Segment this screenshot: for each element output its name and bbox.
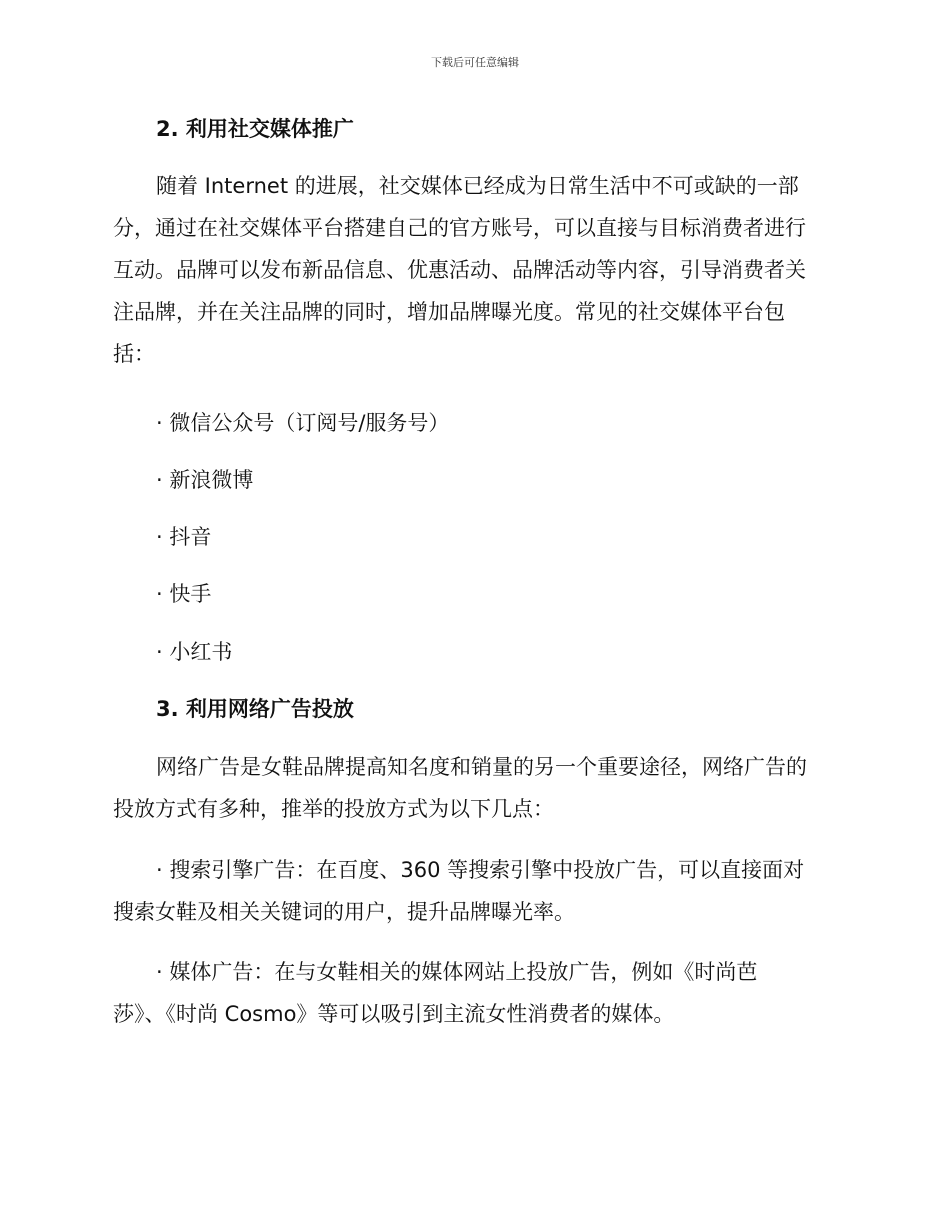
paragraph-line: 括：: [113, 342, 155, 366]
list-item-douyin: · 抖音: [156, 525, 212, 549]
list-item-kuaishou: · 快手: [156, 582, 212, 606]
paragraph-line: 注品牌，并在关注品牌的同时，增加品牌曝光度。常见的社交媒体平台包: [113, 300, 785, 324]
section-2-paragraph: [113, 165, 833, 375]
paragraph-line: 搜索女鞋及相关关键词的用户，提升品牌曝光率。: [113, 900, 575, 924]
paragraph-line: 随着 Internet 的进展，社交媒体已经成为日常生活中不可或缺的一部: [156, 174, 799, 198]
paragraph-line: 互动。品牌可以发布新品信息、优惠活动、品牌活动等内容，引导消费者关: [113, 258, 806, 282]
list-item-media-ads: [113, 951, 833, 1035]
section-2-heading: 2. 利用社交媒体推广: [156, 117, 354, 141]
section-3-heading: 3. 利用网络广告投放: [156, 697, 354, 721]
paragraph-line: · 搜索引擎广告：在百度、360 等搜索引擎中投放广告，可以直接面对: [156, 858, 805, 882]
paragraph-line: 分，通过在社交媒体平台搭建自己的官方账号，可以直接与目标消费者进行: [113, 216, 806, 240]
list-item-weibo: · 新浪微博: [156, 468, 254, 492]
list-item-search-ads: [113, 849, 833, 933]
section-3-paragraph: [113, 746, 833, 830]
list-item-wechat: · 微信公众号（订阅号/服务号）: [156, 411, 450, 435]
page-header: 下载后可任意编辑: [431, 56, 519, 69]
list-item-xiaohongshu: · 小红书: [156, 640, 233, 664]
paragraph-line: 莎》、《时尚 Cosmo》等可以吸引到主流女性消费者的媒体。: [113, 1002, 675, 1026]
paragraph-line: · 媒体广告：在与女鞋相关的媒体网站上投放广告，例如《时尚芭: [156, 960, 758, 984]
paragraph-line: 网络广告是女鞋品牌提高知名度和销量的另一个重要途径，网络广告的: [156, 755, 807, 779]
paragraph-line: 投放方式有多种，推举的投放方式为以下几点：: [113, 797, 554, 821]
